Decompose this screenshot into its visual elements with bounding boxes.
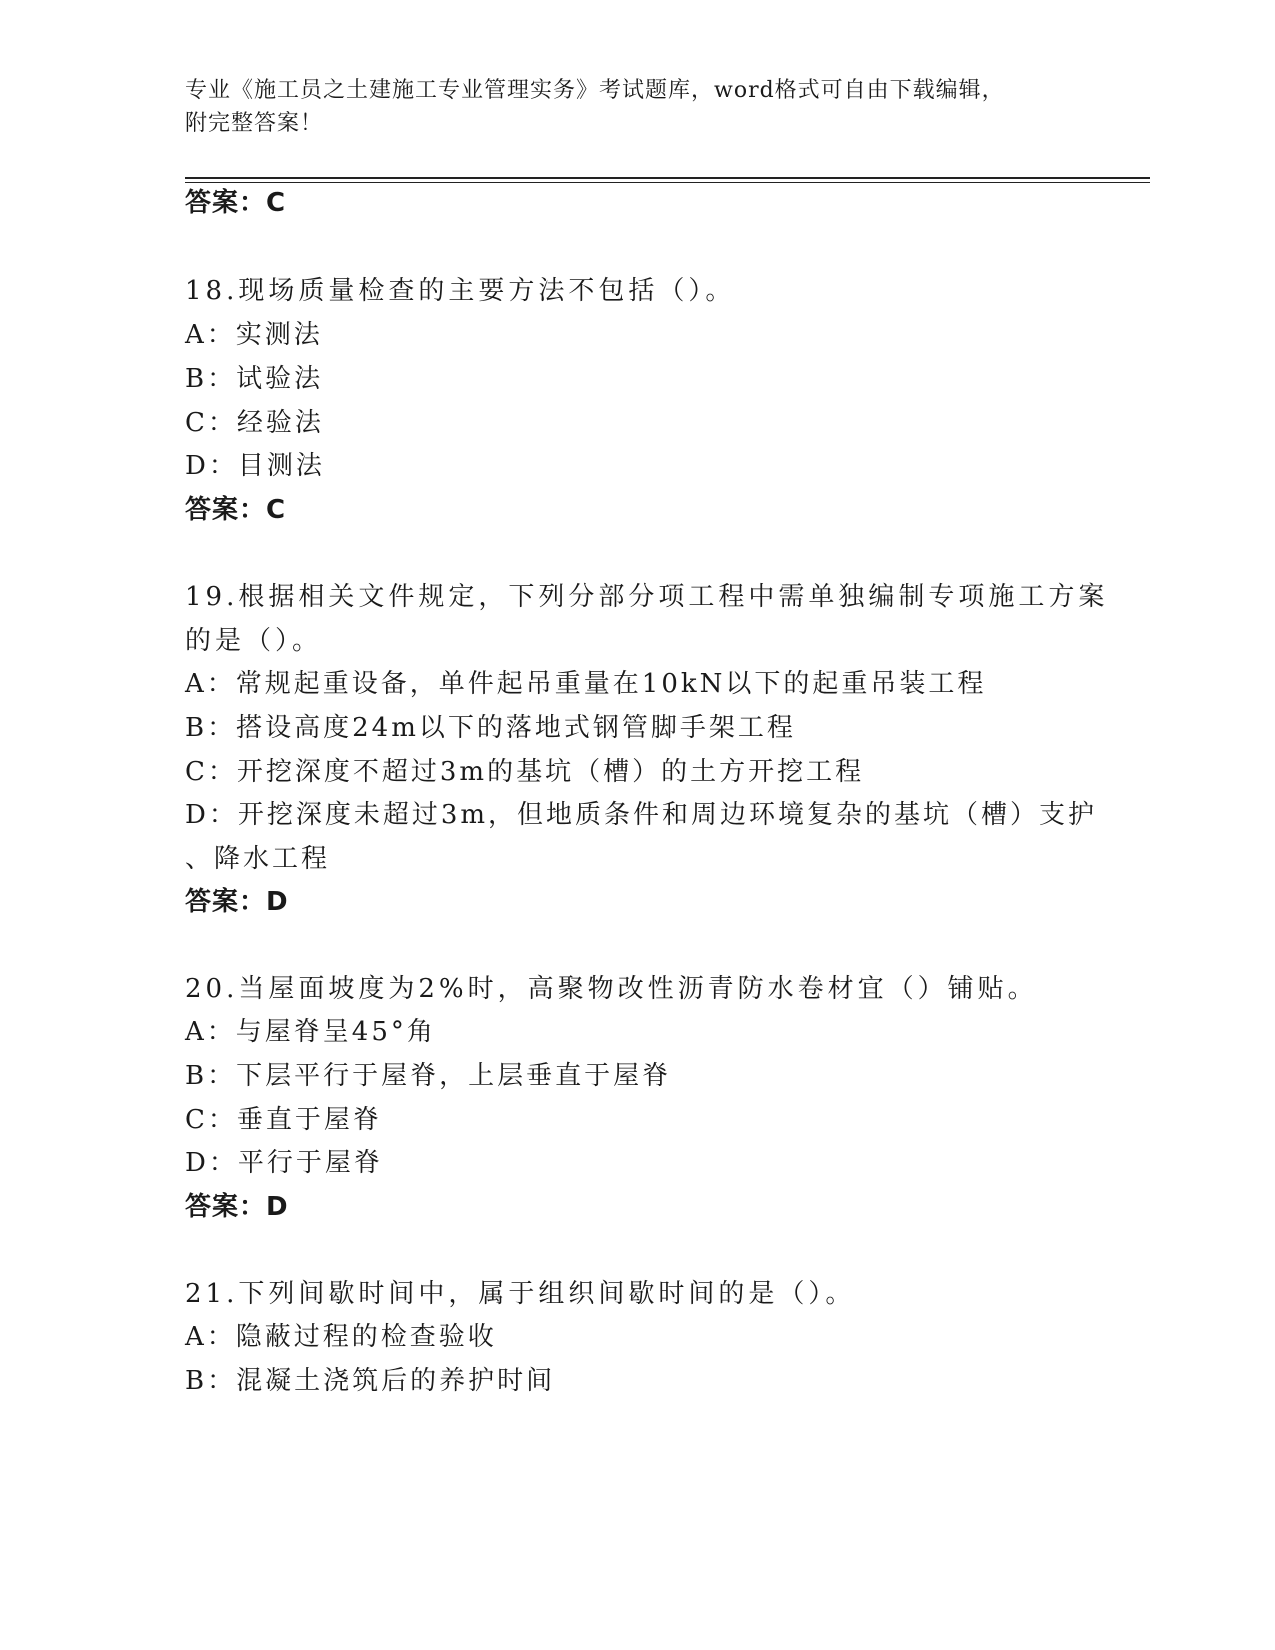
header-line-1: 专业《施工员之土建施工专业管理实务》考试题库，word格式可自由下载编辑，	[185, 78, 1005, 103]
document-header	[185, 74, 1085, 140]
option-line: D：平行于屋脊	[185, 1148, 383, 1178]
option-line: D：目测法	[185, 451, 325, 481]
question-stem: 19.根据相关文件规定，下列分部分项工程中需单独编制专项施工方案	[185, 582, 1109, 612]
option-line: B：搭设高度24m以下的落地式钢管脚手架工程	[185, 713, 796, 743]
question-stem: 21.下列间歇时间中，属于组织间歇时间的是（）。	[185, 1279, 856, 1309]
option-line: B：下层平行于屋脊，上层垂直于屋脊	[185, 1061, 672, 1091]
option-line: C：垂直于屋脊	[185, 1105, 382, 1135]
question-stem: 20.当屋面坡度为2%时，高聚物改性沥青防水卷材宜（）铺贴。	[185, 974, 1038, 1004]
answer-line: 答案：D	[185, 887, 289, 917]
option-line: B：混凝土浇筑后的养护时间	[185, 1366, 556, 1396]
option-line: C：开挖深度不超过3m的基坑（槽）的土方开挖工程	[185, 757, 865, 787]
question-stem: 18.现场质量检查的主要方法不包括（）。	[185, 276, 736, 306]
answer-line: 答案：D	[185, 1192, 289, 1222]
header-divider-thin	[185, 182, 1150, 183]
option-line: A：常规起重设备，单件起吊重量在10kN以下的起重吊装工程	[185, 669, 987, 699]
option-line: B：试验法	[185, 364, 324, 394]
question-stem-continued: 的是（）。	[185, 626, 323, 656]
option-line: C：经验法	[185, 408, 324, 438]
option-line-continued: 、降水工程	[185, 844, 331, 874]
header-divider-thick	[185, 177, 1150, 179]
answer-line: 答案：C	[185, 188, 287, 218]
answer-line: 答案：C	[185, 495, 287, 525]
option-line: A：隐蔽过程的检查验收	[185, 1322, 497, 1352]
option-line: A：与屋脊呈45°角	[185, 1017, 436, 1047]
option-line: D：开挖深度未超过3m，但地质条件和周边环境复杂的基坑（槽）支护	[185, 800, 1098, 830]
header-line-2: 附完整答案！	[185, 111, 324, 136]
option-line: A：实测法	[185, 320, 323, 350]
